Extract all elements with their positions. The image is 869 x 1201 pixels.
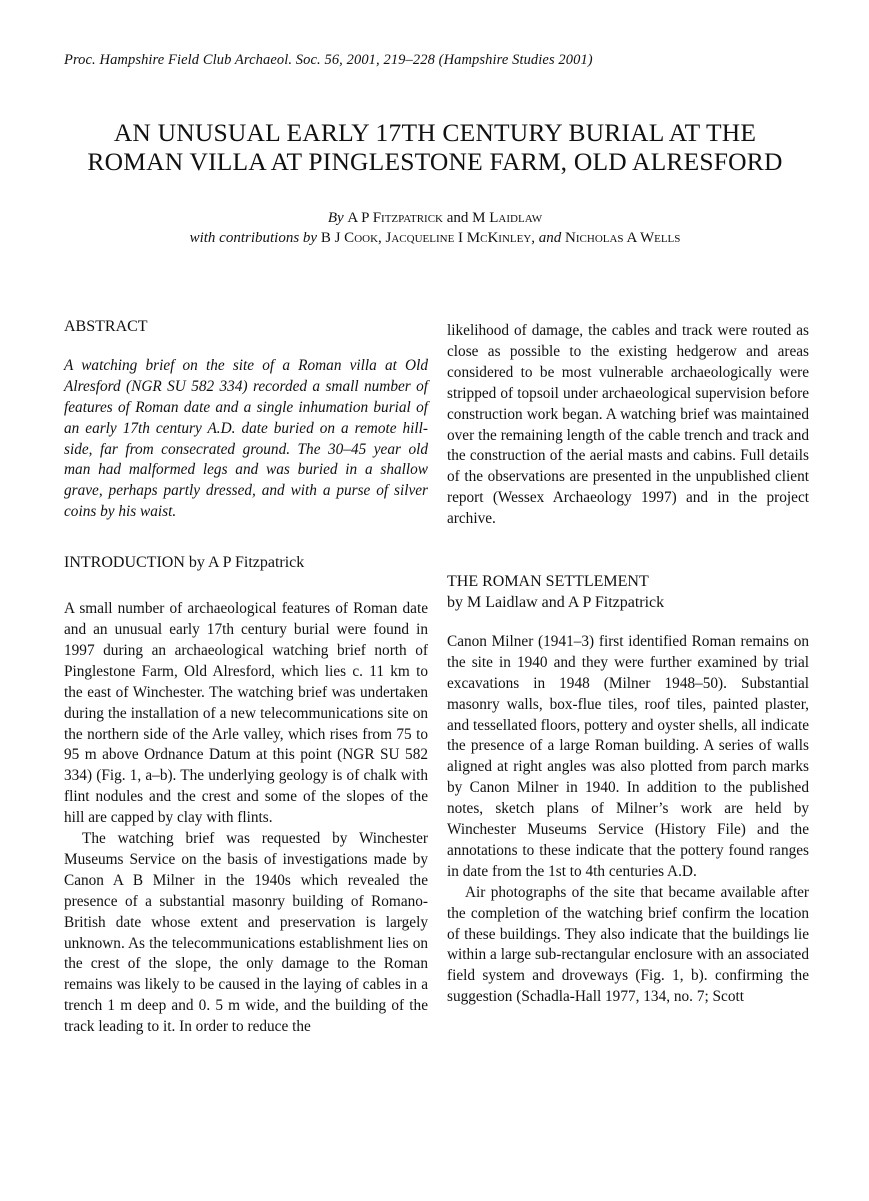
abstract-text: A watching brief on the site of a Roman villa at Old Alresford (NGR SU 582 334) recorded a small number of features of Roman date and a single inhumation burial of an early 17th century A.D. date buried on a remote hill-side, far from consecrated ground. The 30–45 year old man had malformed legs and was buried in a shallow grave, perhaps partly dressed, and with a purse of silver coins by his waist. [64,356,428,521]
byline [60,208,810,248]
author-line [60,208,810,228]
contributors-2: Nicholas A Wells [565,230,681,246]
right-column [447,321,809,1008]
by-label: By [327,210,344,226]
and-label-2: and [538,230,562,246]
author-2: M Laidlaw [472,210,543,226]
introduction-author: by A P Fitzpatrick [188,554,305,572]
roman-settlement-heading: THE ROMAN SETTLEMENT [447,573,649,591]
left-column [64,317,428,1038]
article-title [60,118,810,176]
contributions-label: with contributions by [189,230,318,246]
introduction-heading [64,553,428,574]
contributors-line [60,228,810,248]
author-1: A P Fitzpatrick [347,210,443,226]
roman-settlement-author: by M Laidlaw and A P Fitzpatrick [447,593,665,611]
title-line-1: AN UNUSUAL EARLY 17TH CENTURY BURIAL AT THE [113,118,757,147]
roman-settlement-paragraph-1: Canon Milner (1941–3) first identified Roman remains on the site in 1940 and they were further examined by trial excavations in 1948 (Milner 1948–50). Substantial masonry walls, box-flue tiles, roof tiles, painted plaster, and tessellated floors, pottery and oyster shells, all indicate the presence of a large Roman building. A series of walls aligned at right angles was also plotted from parch marks by Canon Milner in 1940. In addition to the published notes, sketch plans of Milner’s work are held by Winchester Museums Service (History File) and the annotations to these indicate that the pottery found ranges in date from the 1st to 4th centuries A.D. [447,632,809,880]
introduction-title: INTRODUCTION [64,554,185,572]
abstract-heading: ABSTRACT [64,318,148,335]
introduction-paragraph-2-continued: likelihood of damage, the cables and track were routed as close as possible to the existing hedgerow and areas considered to be most vulnerable archaeologically were stripped of topsoil under archaeological supervision before construction work began. A watching brief was maintained over the remaining length of the cable trench and track and the construction of the aerial masts and cabins. Full details of the observations are presented in the unpublished client report (Wessex Archaeology 1997) and in the project archive. [447,322,809,528]
title-line-2: ROMAN VILLA AT PINGLESTONE FARM, OLD ALRESFORD [87,147,783,176]
roman-settlement-paragraph-2: Air photographs of the site that became available after the completion of the watching brief confirm the location of these buildings. They also indicate that the buildings lie within a large sub-rectangular enclosure with an associated field system and droveways (Fig. 1, b). confirming the suggestion (Schadla-Hall 1977, 134, no. 7; Scott [447,883,809,1006]
journal-citation: Proc. Hampshire Field Club Archaeol. Soc. 56, 2001, 219–228 (Hampshire Studies 2001) [64,52,593,68]
contributors-1: B J Cook, Jacqueline I McKinley, [320,230,536,246]
introduction-paragraph-1: A small number of archaeological features of Roman date and an unusual early 17th century burial were found in 1997 during an archaeological watching brief north of Pinglestone Farm, Old Alresford, which lies c. 11 km to the east of Winchester. The watching brief was undertaken during the installation of a new telecommunications site on the northern side of the Arle valley, which rises from 75 to 95 m above Ordnance Datum at this point (NGR SU 582 334) (Fig. 1, a–b). The underlying geology is of chalk with flint nodules and the crest and some of the slopes of the hill are capped by clay with flints. [64,600,428,827]
and-label: and [446,210,469,226]
introduction-paragraph-2: The watching brief was requested by Winchester Museums Service on the basis of investigations made by Canon A B Milner in the 1940s which revealed the presence of a substantial masonry building of Romano-British date whose extent and preservation is largely unknown. As the telecommunications establishment lies on the crest of the slope, the only damage to the Roman remains was likely to be caused in the laying of cables in a trench 1 m deep and 0. 5 m wide, and the building of the track leading to it. In order to reduce the [64,830,428,1036]
